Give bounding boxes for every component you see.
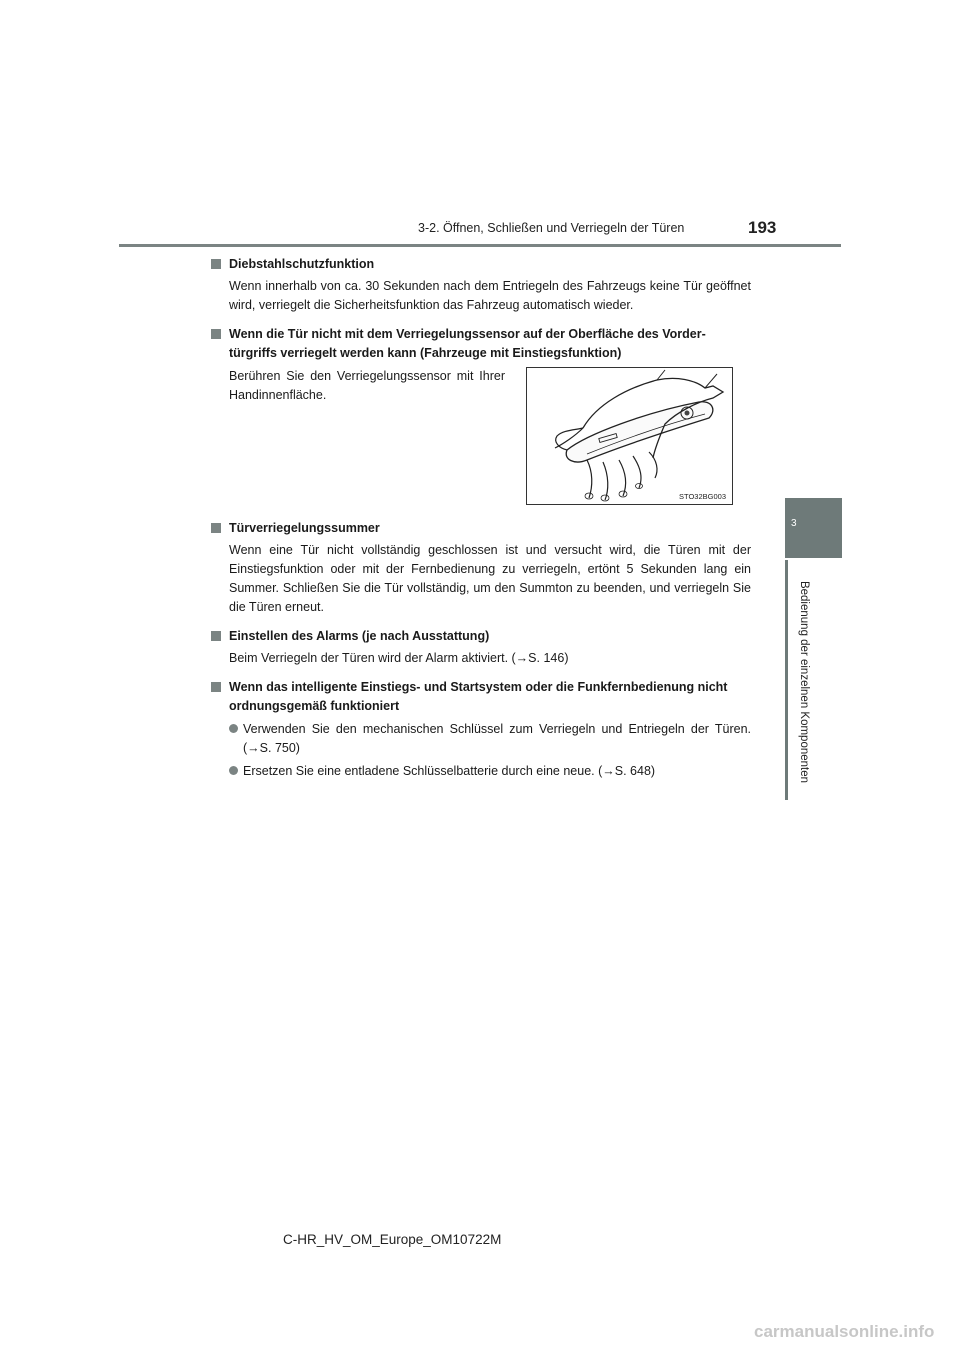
section-body: Berühren Sie den Verriegelungssensor mit Ihrer Handinnenfläche. [229,369,505,402]
section-theft-protection [211,255,751,315]
section-heading-text: Diebstahlschutzfunktion [229,257,375,271]
list-item [211,720,751,758]
list-item [211,762,751,781]
page-content [211,255,751,791]
square-bullet-icon [211,631,221,641]
chapter-side-label: Bedienung der einzelnen Komponenten [798,580,810,784]
square-bullet-icon [211,329,221,339]
section-lock-sensor [211,325,751,509]
chapter-number: 3 [791,518,797,529]
door-handle-illustration [526,367,733,505]
section-alarm-setting [211,627,751,668]
section-heading [211,325,751,363]
section-heading-text: Einstellen des Alarms (je nach Ausstattung) [229,629,490,643]
running-header-section-title: 3-2. Öffnen, Schließen und Verriegeln der Türen [418,221,685,235]
section-body: Wenn innerhalb von ca. 30 Sekunden nach dem Entriegeln des Fahrzeugs keine Tür geöffnet wird, verriegelt die Sicherheitsfunktion das Fahrzeug automatisch wieder. [229,279,751,312]
figure-code: STO32BG003 [679,492,726,501]
list-item-text: Ersetzen Sie eine entladene Schlüsselbatterie durch eine neue. (→S. 648) [243,764,656,778]
section-lock-buzzer [211,519,751,617]
round-bullet-icon [229,766,238,775]
section-body: Wenn eine Tür nicht vollständig geschlossen ist und versucht wird, die Türen mit der Einstiegsfunktion oder mit der Fernbedienung zu verriegeln, ertönt 5 Sekunden lang ein Summer. Schließen Sie die Tür vollständig, um den Summton zu beenden, und verriegeln Sie die Türen erneut. [229,543,751,614]
section-heading [211,255,751,274]
square-bullet-icon [211,259,221,269]
header-divider [119,244,841,247]
round-bullet-icon [229,724,238,733]
square-bullet-icon [211,682,221,692]
square-bullet-icon [211,523,221,533]
section-heading-text: Türverriegelungssummer [229,521,380,535]
chapter-tab [785,498,842,558]
page-number: 193 [748,218,777,237]
section-heading [211,678,751,716]
hand-on-door-handle-icon [527,368,732,504]
section-heading [211,627,751,646]
section-body: Beim Verriegeln der Türen wird der Alarm aktiviert. (→S. 146) [229,651,569,665]
watermark: carmanualsonline.info [754,1322,935,1341]
list-item-text: Verwenden Sie den mechanischen Schlüssel zum Verriegeln und Entriegeln der Türen. (→S. 750) [243,722,751,755]
figure-row [211,367,751,509]
chapter-side-bar [785,560,788,800]
section-heading-text: Wenn die Tür nicht mit dem Verriegelungssensor auf der Oberfläche des Vorder-türgriffs verriegelt werden kann (Fahrzeuge mit Einstiegsfunktion) [229,327,706,360]
section-heading [211,519,751,538]
section-smart-entry-failure [211,678,751,781]
section-heading-text: Wenn das intelligente Einstiegs- und Startsystem oder die Funkfernbedienung nicht ordnungsgemäß funktioniert [229,680,728,713]
document-code: C-HR_HV_OM_Europe_OM10722M [283,1232,502,1247]
